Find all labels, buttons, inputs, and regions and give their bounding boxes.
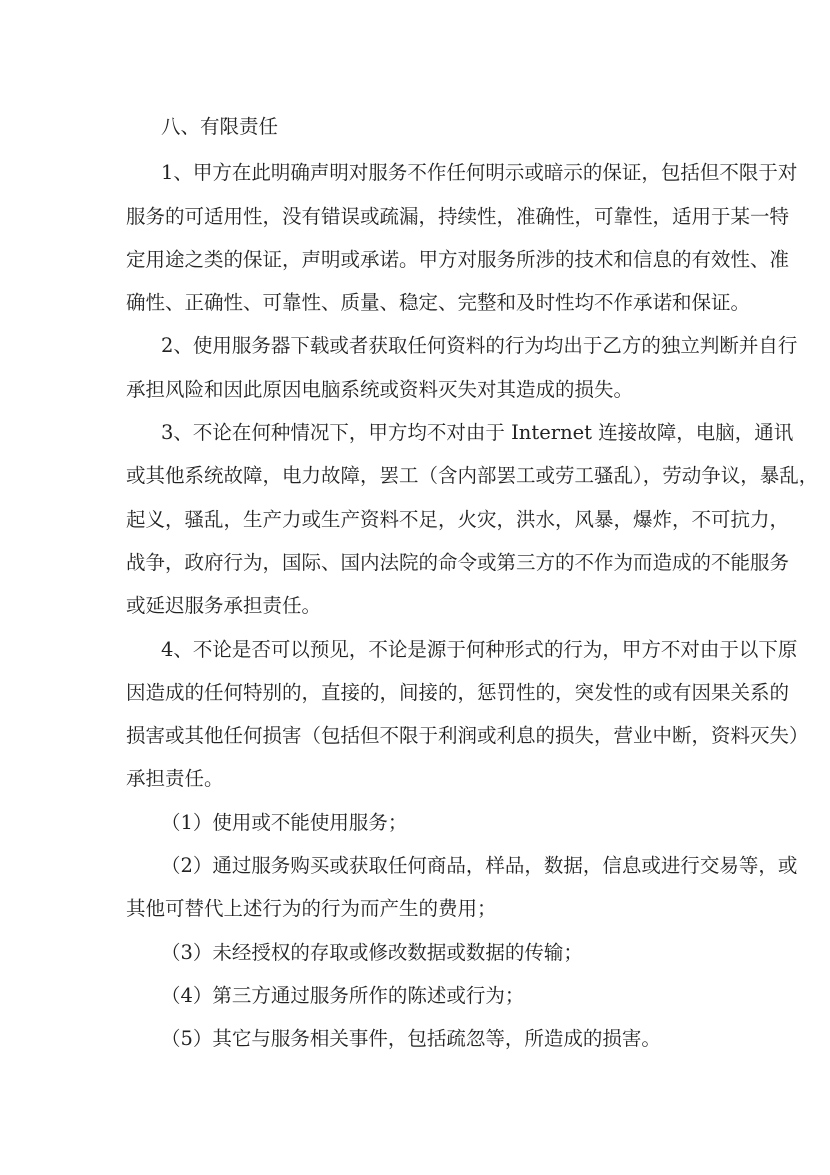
paragraph-line: （2）通过服务购买或获取任何商品，样品，数据，信息或进行交易等，或 [161, 854, 798, 878]
paragraph-line: （3）未经授权的存取或修改数据或数据的传输； [161, 940, 583, 964]
paragraph-line: 定用途之类的保证，声明或承诺。甲方对服务所涉的技术和信息的有效性、准 [126, 247, 790, 271]
paragraph [126, 158, 798, 331]
paragraph-line: 承担责任。 [126, 767, 224, 791]
paragraph-line: 起义，骚乱，生产力或生产资料不足，火灾，洪水，风暴，爆炸，不可抗力， [126, 507, 790, 531]
paragraph-line: 确性、正确性、可靠性、质量、稳定、完整和及时性均不作承诺和保证。 [126, 291, 751, 315]
paragraph-line: 或延迟服务承担责任。 [126, 594, 322, 618]
paragraph [126, 851, 798, 938]
paragraph-line: 2、使用服务器下载或者获取任何资料的行为均出于乙方的独立判断并自行 [161, 334, 798, 358]
paragraph [126, 418, 819, 634]
paragraph-line: 4、不论是否可以预见，不论是源于何种形式的行为，甲方不对由于以下原 [161, 637, 798, 661]
paragraph [126, 938, 709, 981]
paragraph-line: 服务的可适用性，没有错误或疏漏，持续性，准确性，可靠性，适用于某一特 [126, 204, 790, 228]
document-page [126, 112, 819, 1068]
paragraph-line: 3、不论在何种情况下，甲方均不对由于 Internet 连接故障，电脑，通讯 [161, 421, 794, 445]
paragraph-line: 损害或其他任何损害（包括但不限于利润或利息的损失，营业中断，资料灭失） [126, 724, 809, 748]
paragraph [126, 1024, 709, 1067]
paragraph [126, 331, 798, 418]
paragraph-line: （5）其它与服务相关事件，包括疏忽等，所造成的损害。 [161, 1027, 661, 1051]
paragraph-line: 承担风险和因此原因电脑系统或资料灭失对其造成的损失。 [126, 377, 634, 401]
paragraph-line: 因造成的任何特别的，直接的，间接的，惩罚性的，突发性的或有因果关系的 [126, 680, 790, 704]
paragraph-line: 或其他系统故障，电力故障，罢工（含内部罢工或劳工骚乱），劳动争议，暴乱， [126, 464, 819, 488]
paragraph-line: （1）使用或不能使用服务； [161, 810, 408, 834]
document-body [126, 158, 819, 1067]
paragraph-line: （4）第三方通过服务所作的陈述或行为； [161, 983, 525, 1007]
paragraph [126, 808, 709, 851]
paragraph-line: 战争，政府行为，国际、国内法院的命令或第三方的不作为而造成的不能服务 [126, 550, 790, 574]
section-title: 八、有限责任 [161, 115, 279, 138]
paragraph [126, 981, 709, 1024]
paragraph-line: 1、甲方在此明确声明对服务不作任何明示或暗示的保证，包括但不限于对 [161, 161, 798, 185]
paragraph-line: 其他可替代上述行为的行为而产生的费用； [126, 897, 497, 921]
paragraph [126, 635, 809, 808]
